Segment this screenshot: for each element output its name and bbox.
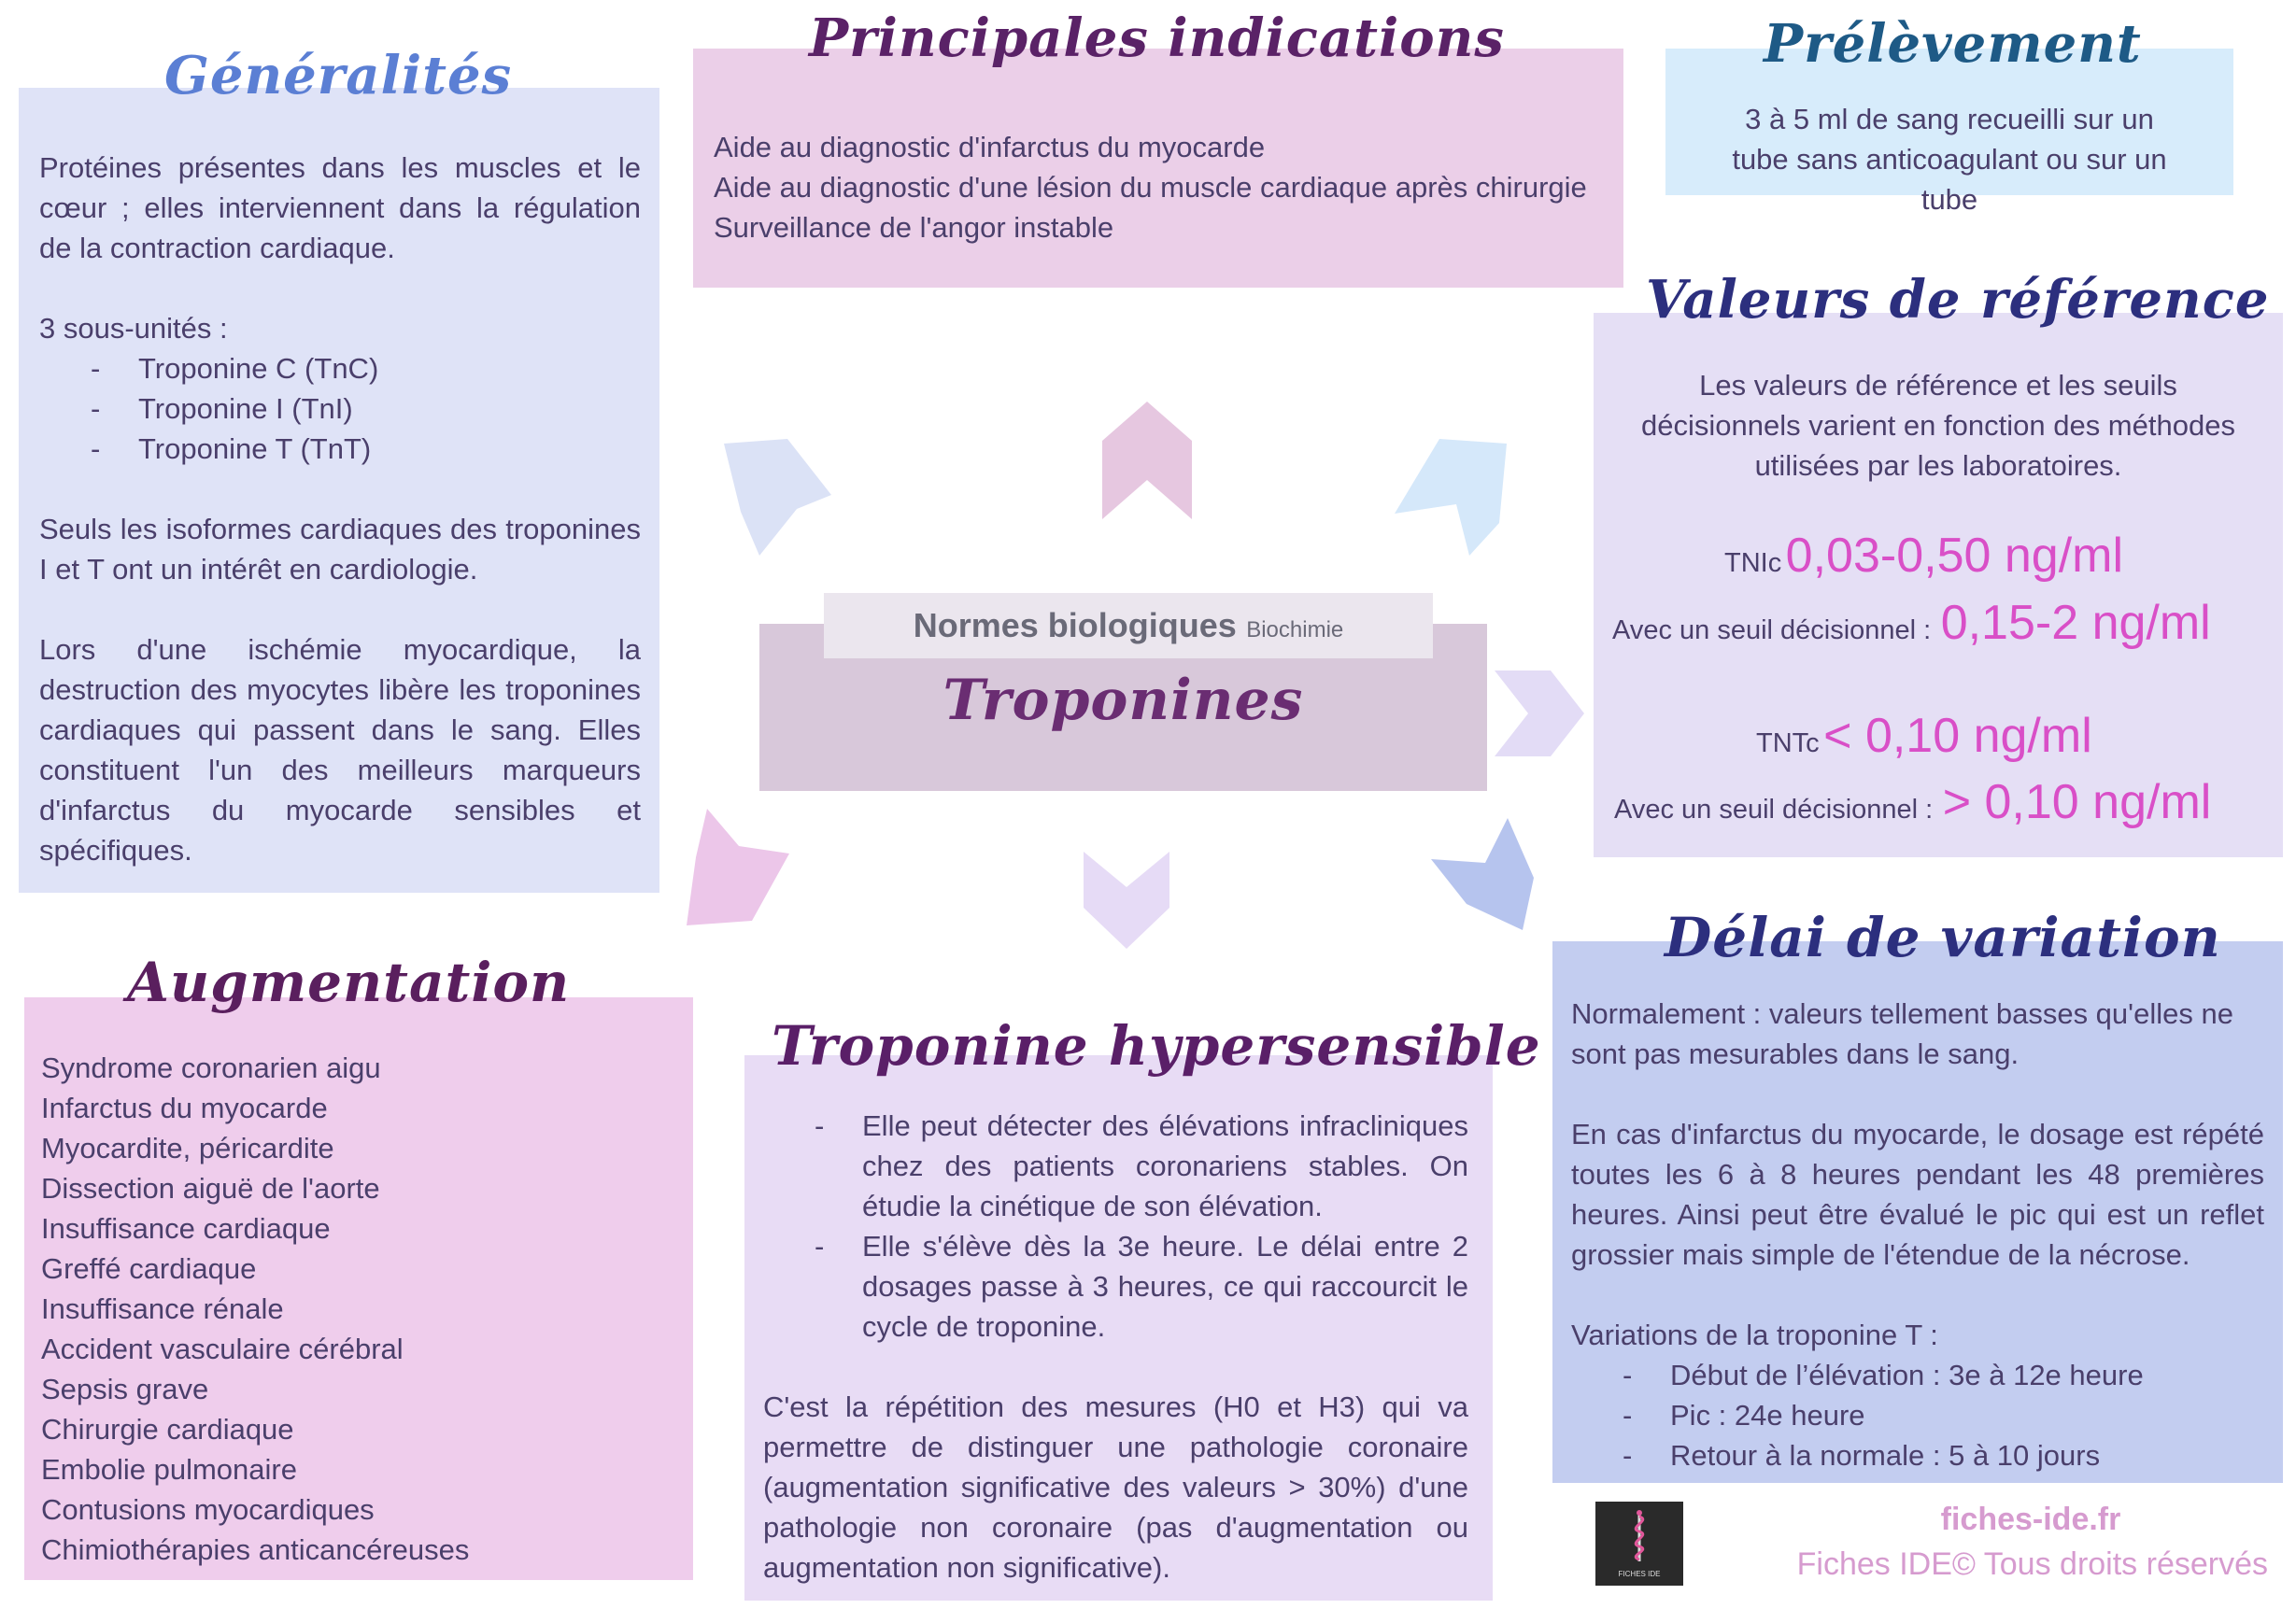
list-item: Surveillance de l'angor instable <box>714 211 1114 244</box>
list-item: - Elle peut détecter des élévations infracliniques chez des patients coronariens stables. On étudie la cinétique de son élévation. <box>763 1106 1468 1226</box>
list-item: - Troponine T (TnT) <box>39 429 641 469</box>
list-item: Aide au diagnostic d'une lésion du muscle cardiaque après chirurgie <box>714 171 1587 204</box>
list-item: Greffé cardiaque <box>41 1252 257 1285</box>
indications-title: Principales indications <box>809 7 1505 69</box>
list-item: Embolie pulmonaire <box>41 1453 297 1486</box>
footer-copyright: Fiches IDE© Tous droits réservés <box>1796 1546 2268 1582</box>
list-item: Insuffisance cardiaque <box>41 1212 331 1245</box>
hypersensible-card <box>744 1055 1493 1601</box>
center-subtitle: Normes biologiques <box>913 606 1237 644</box>
delai-content <box>1571 994 2264 1475</box>
seuil-row-1 <box>1612 595 2211 651</box>
list-item: Myocardite, péricardite <box>41 1132 334 1164</box>
prelevement-text: 3 à 5 ml de sang recueilli sur un tube sans anticoagulant ou sur un tube <box>1732 103 2167 216</box>
arrow-up-right-icon <box>1395 439 1507 556</box>
list-item: Chirurgie cardiaque <box>41 1413 294 1446</box>
list-item: - Début de l’élévation : 3e à 12e heure <box>1571 1355 2264 1395</box>
subunits-list <box>39 348 641 469</box>
seuil-value-1: 0,15-2 ng/ml <box>1940 596 2211 650</box>
list-item: - Troponine C (TnC) <box>39 348 641 388</box>
list-item: Sepsis grave <box>41 1373 209 1405</box>
hypersensible-text: C'est la répétition des mesures (H0 et H3) qui va permettre de distinguer une pathologie coronaire (augmentation significative des valeurs > 30%) d'une pathologie non coronaire (pas d'augmentation ou augmentation non significative). <box>763 1390 1468 1584</box>
center-header <box>824 593 1433 658</box>
augmentation-title: Augmentation <box>127 951 571 1014</box>
seuil-label-1: Avec un seuil décisionnel : <box>1612 615 1932 645</box>
list-item: Chimiothérapies anticancéreuses <box>41 1533 470 1566</box>
list-item: Aide au diagnostic d'infarctus du myocarde <box>714 131 1266 163</box>
list-item: Contusions myocardiques <box>41 1493 375 1526</box>
center-title: Troponines <box>942 668 1304 733</box>
arrow-up-icon <box>1102 402 1192 519</box>
seuil-value-2: > 0,10 ng/ml <box>1942 775 2212 829</box>
prelevement-title: Prélèvement <box>1764 13 2142 75</box>
list-item: Accident vasculaire cérébral <box>41 1333 404 1365</box>
delai-card <box>1552 941 2283 1483</box>
seuil-label-2: Avec un seuil décisionnel : <box>1614 795 1934 825</box>
list-item: - Retour à la normale : 5 à 10 jours <box>1571 1435 2264 1475</box>
center-category: Biochimie <box>1246 617 1344 642</box>
list-item: - Pic : 24e heure <box>1571 1395 2264 1435</box>
list-item: - Elle s'élève dès la 3e heure. Le délai entre 2 dosages passe à 3 heures, ce qui raccourcit le cycle de troponine. <box>763 1226 1468 1347</box>
tntc-value: < 0,10 ng/ml <box>1823 709 2092 763</box>
tntc-label: TNTc <box>1756 728 1820 758</box>
indications-card <box>693 49 1623 288</box>
arrow-up-left-icon <box>724 439 831 556</box>
hypersensible-content <box>763 1106 1468 1588</box>
tntc-row <box>1756 708 2092 764</box>
tnic-value: 0,03-0,50 ng/ml <box>1785 529 2124 583</box>
list-item: - Troponine I (TnI) <box>39 388 641 429</box>
arrow-right-icon <box>1495 670 1584 756</box>
valeurs-title: Valeurs de référence <box>1646 269 2270 331</box>
snake-icon <box>1595 1502 1683 1567</box>
logo <box>1595 1502 1683 1586</box>
augmentation-list <box>41 1048 674 1570</box>
arrow-down-right-icon <box>1431 818 1534 930</box>
arrow-down-icon <box>1084 852 1169 949</box>
arrow-down-left-icon <box>687 809 789 925</box>
delai-normal: Normalement : valeurs tellement basses qu'elles ne sont pas mesurables dans le sang. <box>1571 997 2233 1070</box>
generalites-content <box>39 148 641 870</box>
generalites-ischemie: Lors d'une ischémie myocardique, la destruction des myocytes libère les troponines cardiaques qui passent dans le sang. Elles constituent l'un des meilleurs marqueurs d'infarctus du myocarde sensibles et spécifiques. <box>39 633 641 867</box>
tnic-label: TNIc <box>1724 548 1782 578</box>
generalites-title: Généralités <box>164 45 513 106</box>
list-item: Dissection aiguë de l'aorte <box>41 1172 380 1205</box>
generalites-intro: Protéines présentes dans les muscles et le cœur ; elles interviennent dans la régulation de la contraction cardiaque. <box>39 151 641 264</box>
generalites-card <box>19 88 659 893</box>
hypersensible-bullets <box>763 1106 1468 1347</box>
list-item: Insuffisance rénale <box>41 1292 284 1325</box>
augmentation-card <box>24 997 693 1580</box>
list-item: Infarctus du myocarde <box>41 1092 328 1124</box>
delai-title: Délai de variation <box>1665 906 2221 969</box>
logo-text: FICHES IDE <box>1618 1570 1661 1578</box>
delai-variations-intro: Variations de la troponine T : <box>1571 1319 1938 1351</box>
tnic-row <box>1724 528 2123 584</box>
list-item: Syndrome coronarien aigu <box>41 1051 381 1084</box>
hypersensible-title: Troponine hypersensible <box>772 1014 1541 1078</box>
valeurs-intro: Les valeurs de référence et les seuils décisionnels varient en fonction des méthodes utilisées par les laboratoires. <box>1641 369 2235 482</box>
valeurs-card <box>1594 313 2283 857</box>
subunits-intro: 3 sous-unités : <box>39 312 228 345</box>
seuil-row-2 <box>1614 774 2211 830</box>
delai-list <box>1571 1355 2264 1475</box>
footer-site[interactable]: fiches-ide.fr <box>1940 1502 2121 1537</box>
delai-infarctus: En cas d'infarctus du myocarde, le dosage est répété toutes les 6 à 8 heures pendant les 48 premières heures. Ainsi peut être évalué le pic qui est un reflet grossier mais simple de l'étendue de la nécrose. <box>1571 1118 2264 1271</box>
indications-list <box>714 127 1605 247</box>
generalites-isoforms: Seuls les isoformes cardiaques des troponines I et T ont un intérêt en cardiologie. <box>39 513 641 586</box>
